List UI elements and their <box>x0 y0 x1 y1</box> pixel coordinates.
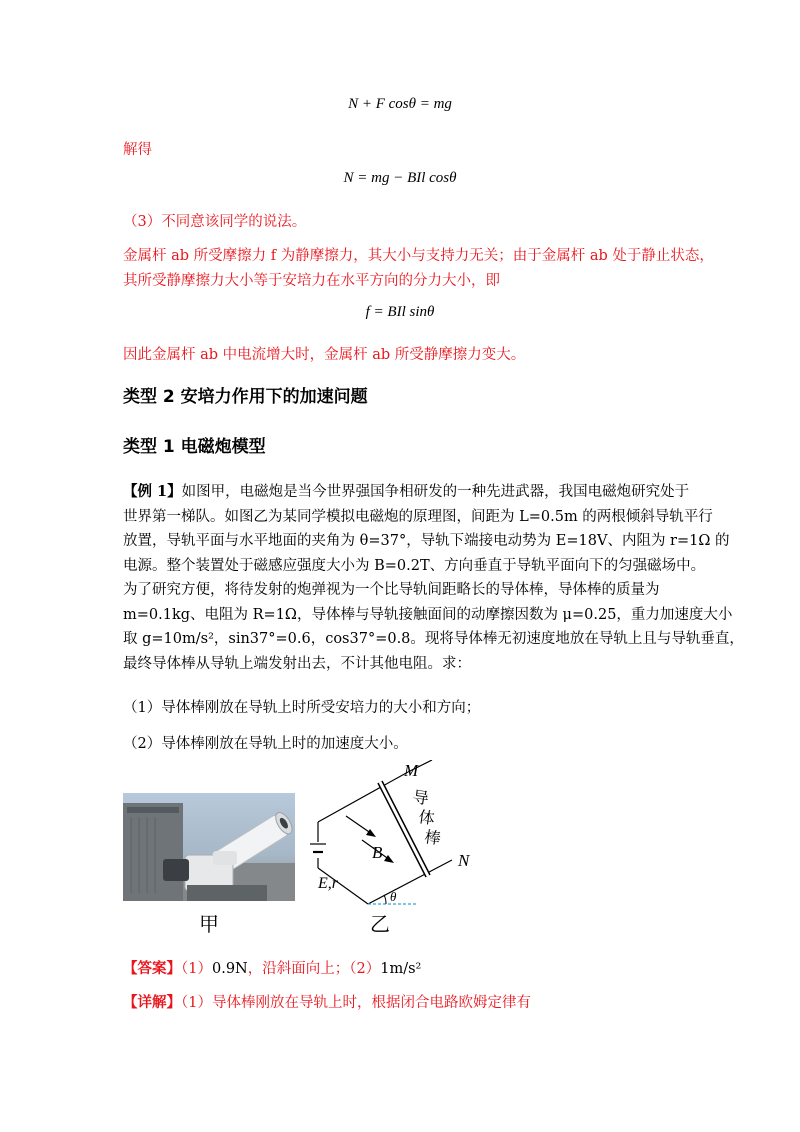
example-line: 电源。整个装置处于磁感应强度大小为 B=0.2T、方向垂直于导轨平面向下的匀强磁场中。 <box>123 557 706 574</box>
para2: 因此金属杆 ab 中电流增大时，金属杆 ab 所受静摩擦力变大。 <box>123 347 526 363</box>
rod-label-char: 导 <box>411 789 430 809</box>
answer-tag: 【答案】 <box>123 960 181 977</box>
question-1: （1）导体棒刚放在导轨上时所受安培力的大小和方向； <box>123 700 481 716</box>
rod-label-char: 棒 <box>423 829 442 849</box>
label-b: B <box>372 843 383 862</box>
example-line: 取 g=10m/s²，sin37°=0.6，cos37°=0.8。现将导体棒无初速度地放在导轨上且与导轨垂直， <box>123 631 744 647</box>
lower-rail <box>368 860 452 904</box>
label-theta: θ <box>390 889 397 904</box>
label-m: M <box>404 761 419 780</box>
label-e-r: E,r <box>318 875 338 892</box>
solve-label: 解得 <box>123 142 152 158</box>
equation-force-balance: N + F cosθ = mg <box>348 96 452 112</box>
heading-type1: 类型 1 电磁炮模型 <box>123 437 266 457</box>
para1-line1: 金属杆 ab 所受摩擦力 f 为静摩擦力，其大小与支持力无关；由于金属杆 ab 处于静止状态， <box>123 248 714 264</box>
answer-value-1: 0.9N <box>211 961 248 977</box>
equation-normal-force: N = mg − BIl cosθ <box>343 170 457 186</box>
detail-line <box>123 991 531 1012</box>
equation-friction: f = BIl sinθ <box>365 304 435 320</box>
example-line: 【例 1】如图甲，电磁炮是当今世界强国争相研发的一种先进武器，我国电磁炮研究处于 <box>123 483 690 500</box>
detail-text: （1）导体棒刚放在导轨上时，根据闭合电路欧姆定律有 <box>181 995 531 1011</box>
railgun-photo <box>123 793 295 901</box>
rod-label-char: 体 <box>417 809 436 829</box>
example-line: m=0.1kg、电阻为 R=1Ω，导体棒与导轨接触面间的动摩擦因数为 μ=0.25，重力加速度大小 <box>123 606 733 623</box>
railgun-photo-drawing <box>123 793 295 901</box>
example-line: 世界第一梯队。如图乙为某同学模拟电磁炮的原理图，间距为 L=0.5m 的两根倾斜导轨平行 <box>123 508 713 525</box>
para1-line2: 其所受静摩擦力大小等于安培力在水平方向的分力大小，即 <box>123 273 500 289</box>
heading-type2: 类型 2 安培力作用下的加速问题 <box>123 387 368 407</box>
caption-right: 乙 <box>370 912 390 936</box>
detail-tag: 【详解】 <box>123 994 181 1011</box>
railgun-schematic <box>300 760 500 935</box>
part3-heading: （3）不同意该同学的说法。 <box>123 214 307 230</box>
example-line: 为了研究方便，将待发射的炮弹视为一个比导轨间距略长的导体棒，导体棒的质量为 <box>123 582 660 598</box>
b-field-arrow-1 <box>346 816 372 834</box>
answer-value-2: 1m/s² <box>380 961 422 977</box>
caption-left: 甲 <box>199 912 219 936</box>
example-line: 放置，导轨平面与水平地面的夹角为 θ=37°，导轨下端接电动势为 E=18V、内阻为 r=1Ω 的 <box>123 533 730 549</box>
answer-line: 【答案】（1）0.9N，沿斜面向上；（2）1m/s² <box>123 960 422 977</box>
example-line: 最终导体棒从导轨上端发射出去，不计其他电阻。求： <box>123 655 471 672</box>
angle-arc <box>384 895 386 904</box>
label-n: N <box>458 851 470 870</box>
question-2: （2）导体棒刚放在导轨上时的加速度大小。 <box>123 736 408 752</box>
example-block <box>123 480 744 676</box>
example-tag: 【例 1】 <box>123 483 182 500</box>
